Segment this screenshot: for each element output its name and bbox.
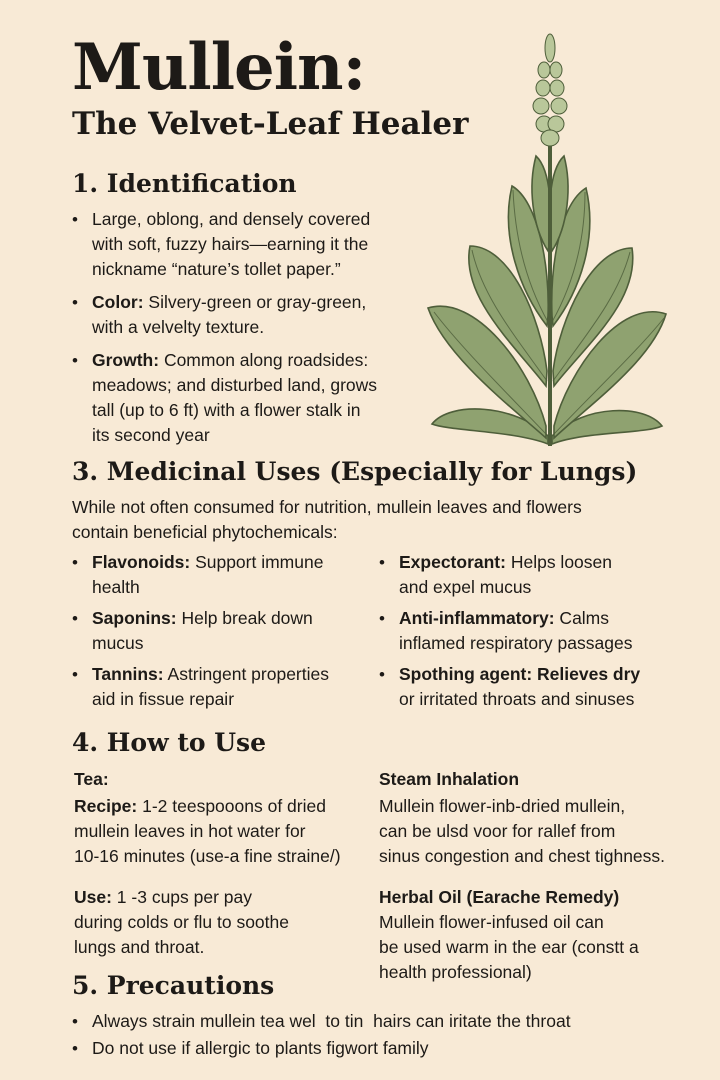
list-item: • Spothing agent: Relieves dry or irritated throats and sinuses <box>379 662 709 712</box>
list-item: • Flavonoids: Support immune health <box>72 550 372 600</box>
list-item: • Anti-inflammatory: Calms inflamed respiratory passages <box>379 606 709 656</box>
how-to-use-heading: 4. How to Use <box>72 728 267 757</box>
identification-list <box>72 207 417 448</box>
medicinal-list-left <box>72 550 372 712</box>
medicinal-intro: While not often consumed for nutrition, mullein leaves and flowers contain beneficial phytochemicals: <box>72 497 582 542</box>
page-subtitle: The Velvet-Leaf Healer <box>72 106 469 142</box>
tea-block: Tea: Recipe: 1-2 teespooons of dried mullein leaves in hot water for 10-16 minutes (use-a fine straine/) Use: 1 -3 cups per pay during colds or flu to soothe lungs and throat. <box>74 767 374 960</box>
precautions-heading: 5. Precautions <box>72 971 275 1000</box>
list-item: • Color: Silvery-green or gray-green, with a velvelty texture. <box>72 290 417 340</box>
identification-heading: 1. Identification <box>72 169 297 198</box>
steam-oil-block: Steam Inhalation Mullein flower-inb-dried mullein, can be ulsd voor for rallef from sinus congestion and chest tighness. Herbal Oil (Earache Remedy) Mullein flower-infused oil can be used warm in the ear (constt a health professional) <box>379 767 714 985</box>
medicinal-list-right <box>379 550 709 712</box>
list-item: • Do not use if allergic to plants figwort family <box>72 1036 702 1061</box>
list-item: • Large, oblong, and densely covered with soft, fuzzy hairs—earning it the nickname “nature’s tollet paper.” <box>72 207 417 282</box>
list-item: • Saponins: Help break down mucus <box>72 606 372 656</box>
precautions-list <box>72 1009 702 1061</box>
list-item: • Growth: Common along roadsides: meadows; and disturbed land, grows tall (up to 6 ft) with a flower stalk in its second year <box>72 348 417 448</box>
oil-heading: Herbal Oil (Earache Remedy) <box>379 887 620 907</box>
list-item: • Expectorant: Helps loosen and expel mucus <box>379 550 709 600</box>
list-item: • Tannins: Astringent properties aid in fissue repair <box>72 662 372 712</box>
tea-heading: Tea: <box>74 769 109 789</box>
steam-heading: Steam Inhalation <box>379 769 520 789</box>
page-title: Mullein: <box>72 30 366 105</box>
mullein-plant-illustration <box>420 26 670 451</box>
list-item: • Always strain mullein tea wel to tin hairs can iritate the throat <box>72 1009 702 1034</box>
medicinal-heading: 3. Medicinal Uses (Especially for Lungs) <box>72 457 638 486</box>
